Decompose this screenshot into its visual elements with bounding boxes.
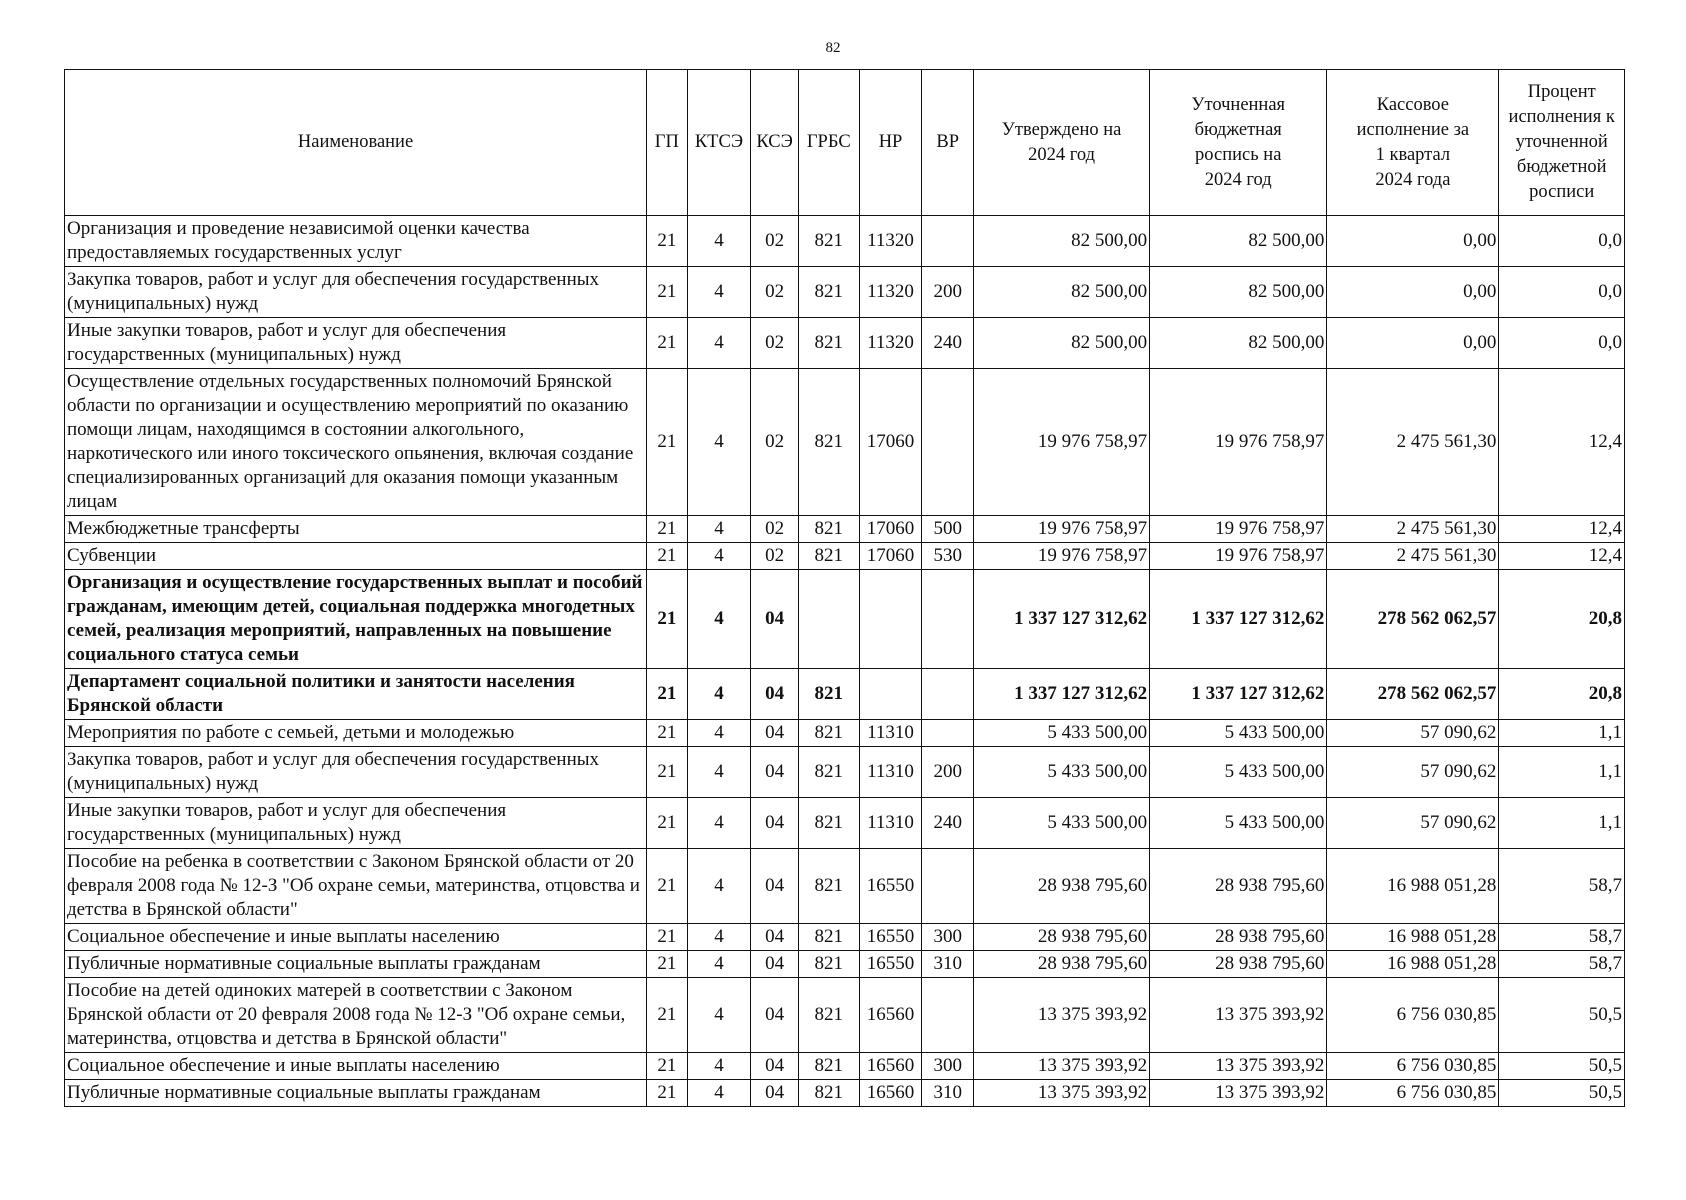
header-refined: Уточненная бюджетная роспись на 2024 год (1150, 70, 1327, 216)
cell-approved: 28 938 795,60 (974, 849, 1150, 924)
cell-grbs: 821 (798, 516, 859, 543)
cell-cash: 16 988 051,28 (1327, 924, 1499, 951)
cell-nr: 11310 (859, 798, 922, 849)
cell-vr (922, 369, 974, 516)
cell-gp: 21 (647, 924, 687, 951)
cell-cash: 278 562 062,57 (1327, 669, 1499, 720)
cell-approved: 82 500,00 (974, 318, 1150, 369)
cell-name: Публичные нормативные социальные выплаты гражданам (65, 1080, 647, 1107)
cell-vr (922, 570, 974, 669)
cell-name: Организация и проведение независимой оценки качества предоставляемых государственных услуг (65, 216, 647, 267)
cell-refined: 1 337 127 312,62 (1150, 669, 1327, 720)
cell-kse: 04 (751, 849, 799, 924)
table-row (65, 720, 1625, 747)
cell-percent: 1,1 (1499, 747, 1625, 798)
cell-nr (859, 669, 922, 720)
cell-gp: 21 (647, 951, 687, 978)
cell-name: Межбюджетные трансферты (65, 516, 647, 543)
cell-percent: 12,4 (1499, 516, 1625, 543)
cell-refined: 5 433 500,00 (1150, 720, 1327, 747)
cell-grbs: 821 (798, 543, 859, 570)
cell-name: Публичные нормативные социальные выплаты гражданам (65, 951, 647, 978)
cell-gp: 21 (647, 1053, 687, 1080)
cell-cash: 57 090,62 (1327, 747, 1499, 798)
cell-nr (859, 570, 922, 669)
cell-kse: 04 (751, 720, 799, 747)
cell-approved: 13 375 393,92 (974, 1080, 1150, 1107)
cell-refined: 19 976 758,97 (1150, 516, 1327, 543)
header-grbs: ГРБС (798, 70, 859, 216)
cell-grbs: 821 (798, 798, 859, 849)
cell-gp: 21 (647, 747, 687, 798)
header-ktse: КТСЭ (687, 70, 751, 216)
header-nr: НР (859, 70, 922, 216)
cell-refined: 13 375 393,92 (1150, 1080, 1327, 1107)
cell-cash: 0,00 (1327, 318, 1499, 369)
cell-approved: 5 433 500,00 (974, 798, 1150, 849)
cell-percent: 12,4 (1499, 369, 1625, 516)
cell-vr: 310 (922, 1080, 974, 1107)
cell-refined: 82 500,00 (1150, 216, 1327, 267)
cell-percent: 1,1 (1499, 720, 1625, 747)
cell-cash: 6 756 030,85 (1327, 1053, 1499, 1080)
table-row (65, 924, 1625, 951)
cell-gp: 21 (647, 669, 687, 720)
cell-refined: 28 938 795,60 (1150, 951, 1327, 978)
table-row (65, 669, 1625, 720)
cell-percent: 0,0 (1499, 267, 1625, 318)
table-row (65, 216, 1625, 267)
cell-gp: 21 (647, 267, 687, 318)
table-row (65, 267, 1625, 318)
cell-vr (922, 978, 974, 1053)
table-row (65, 369, 1625, 516)
cell-gp: 21 (647, 369, 687, 516)
cell-approved: 13 375 393,92 (974, 978, 1150, 1053)
cell-percent: 20,8 (1499, 570, 1625, 669)
table-row (65, 978, 1625, 1053)
cell-percent: 58,7 (1499, 849, 1625, 924)
cell-kse: 04 (751, 669, 799, 720)
cell-gp: 21 (647, 1080, 687, 1107)
cell-ktse: 4 (687, 849, 751, 924)
cell-cash: 16 988 051,28 (1327, 951, 1499, 978)
cell-vr (922, 720, 974, 747)
cell-cash: 0,00 (1327, 267, 1499, 318)
cell-approved: 82 500,00 (974, 267, 1150, 318)
cell-ktse: 4 (687, 318, 751, 369)
cell-approved: 5 433 500,00 (974, 720, 1150, 747)
cell-refined: 19 976 758,97 (1150, 369, 1327, 516)
table-row (65, 318, 1625, 369)
cell-percent: 20,8 (1499, 669, 1625, 720)
cell-nr: 17060 (859, 369, 922, 516)
cell-gp: 21 (647, 543, 687, 570)
cell-ktse: 4 (687, 1080, 751, 1107)
cell-name: Пособие на ребенка в соответствии с Законом Брянской области от 20 февраля 2008 года № 12-З "Об охране семьи, материнства, отцовства и детства в Брянской области" (65, 849, 647, 924)
cell-cash: 6 756 030,85 (1327, 1080, 1499, 1107)
cell-grbs: 821 (798, 747, 859, 798)
cell-percent: 0,0 (1499, 216, 1625, 267)
table-row (65, 951, 1625, 978)
cell-cash: 2 475 561,30 (1327, 543, 1499, 570)
cell-kse: 02 (751, 369, 799, 516)
cell-approved: 28 938 795,60 (974, 924, 1150, 951)
cell-grbs: 821 (798, 951, 859, 978)
budget-table (64, 69, 1625, 1107)
cell-kse: 04 (751, 798, 799, 849)
cell-name: Социальное обеспечение и иные выплаты населению (65, 924, 647, 951)
cell-cash: 278 562 062,57 (1327, 570, 1499, 669)
cell-grbs: 821 (798, 267, 859, 318)
cell-name: Иные закупки товаров, работ и услуг для обеспечения государственных (муниципальных) нужд (65, 318, 647, 369)
cell-vr (922, 216, 974, 267)
header-vr: ВР (922, 70, 974, 216)
cell-kse: 04 (751, 570, 799, 669)
cell-ktse: 4 (687, 924, 751, 951)
cell-cash: 16 988 051,28 (1327, 849, 1499, 924)
cell-approved: 1 337 127 312,62 (974, 570, 1150, 669)
cell-ktse: 4 (687, 216, 751, 267)
cell-percent: 58,7 (1499, 951, 1625, 978)
cell-grbs: 821 (798, 924, 859, 951)
table-row (65, 543, 1625, 570)
cell-nr: 11310 (859, 747, 922, 798)
cell-nr: 16560 (859, 1080, 922, 1107)
cell-grbs: 821 (798, 369, 859, 516)
cell-name: Пособие на детей одиноких матерей в соответствии с Законом Брянской области от 20 февраля 2008 года № 12-З "Об охране семьи, материнства, отцовства и детства в Брянской области" (65, 978, 647, 1053)
cell-grbs: 821 (798, 978, 859, 1053)
cell-vr: 500 (922, 516, 974, 543)
cell-kse: 04 (751, 951, 799, 978)
cell-grbs: 821 (798, 669, 859, 720)
cell-approved: 19 976 758,97 (974, 516, 1150, 543)
cell-vr: 240 (922, 318, 974, 369)
table-row (65, 747, 1625, 798)
cell-vr: 300 (922, 924, 974, 951)
table-row (65, 570, 1625, 669)
cell-kse: 04 (751, 747, 799, 798)
cell-approved: 5 433 500,00 (974, 747, 1150, 798)
cell-grbs (798, 570, 859, 669)
cell-gp: 21 (647, 849, 687, 924)
cell-gp: 21 (647, 798, 687, 849)
cell-name: Организация и осуществление государственных выплат и пособий гражданам, имеющим детей, социальная поддержка многодетных семей, реализация мероприятий, направленных на повышение социального статуса семьи (65, 570, 647, 669)
cell-vr (922, 849, 974, 924)
cell-gp: 21 (647, 318, 687, 369)
cell-vr: 310 (922, 951, 974, 978)
cell-ktse: 4 (687, 543, 751, 570)
cell-ktse: 4 (687, 267, 751, 318)
cell-ktse: 4 (687, 516, 751, 543)
cell-grbs: 821 (798, 1080, 859, 1107)
cell-vr: 300 (922, 1053, 974, 1080)
cell-ktse: 4 (687, 798, 751, 849)
cell-nr: 16550 (859, 849, 922, 924)
cell-gp: 21 (647, 720, 687, 747)
cell-cash: 2 475 561,30 (1327, 516, 1499, 543)
cell-kse: 02 (751, 543, 799, 570)
table-row (65, 516, 1625, 543)
cell-kse: 02 (751, 216, 799, 267)
cell-ktse: 4 (687, 951, 751, 978)
cell-percent: 1,1 (1499, 798, 1625, 849)
cell-approved: 19 976 758,97 (974, 369, 1150, 516)
cell-percent: 12,4 (1499, 543, 1625, 570)
cell-cash: 57 090,62 (1327, 798, 1499, 849)
cell-ktse: 4 (687, 669, 751, 720)
table-row (65, 1053, 1625, 1080)
cell-approved: 19 976 758,97 (974, 543, 1150, 570)
cell-nr: 11320 (859, 216, 922, 267)
cell-grbs: 821 (798, 1053, 859, 1080)
cell-ktse: 4 (687, 720, 751, 747)
cell-grbs: 821 (798, 318, 859, 369)
cell-refined: 82 500,00 (1150, 318, 1327, 369)
cell-percent: 50,5 (1499, 978, 1625, 1053)
cell-vr: 200 (922, 267, 974, 318)
cell-name: Субвенции (65, 543, 647, 570)
cell-kse: 04 (751, 1053, 799, 1080)
cell-refined: 1 337 127 312,62 (1150, 570, 1327, 669)
header-row (65, 70, 1625, 216)
cell-name: Департамент социальной политики и занятости населения Брянской области (65, 669, 647, 720)
cell-refined: 5 433 500,00 (1150, 798, 1327, 849)
cell-kse: 04 (751, 1080, 799, 1107)
cell-name: Осуществление отдельных государственных полномочий Брянской области по организации и осуществлению мероприятий по оказанию помощи лицам, находящимся в состоянии алкогольного, наркотического или иного токсического опьянения, включая создание специализированных организаций для оказания помощи указанным лицам (65, 369, 647, 516)
cell-ktse: 4 (687, 747, 751, 798)
header-cash: Кассовое исполнение за 1 квартал 2024 года (1327, 70, 1499, 216)
cell-nr: 16560 (859, 978, 922, 1053)
cell-nr: 16560 (859, 1053, 922, 1080)
cell-percent: 58,7 (1499, 924, 1625, 951)
cell-nr: 16550 (859, 951, 922, 978)
cell-approved: 1 337 127 312,62 (974, 669, 1150, 720)
cell-cash: 2 475 561,30 (1327, 369, 1499, 516)
cell-gp: 21 (647, 216, 687, 267)
cell-vr (922, 669, 974, 720)
cell-nr: 16550 (859, 924, 922, 951)
cell-grbs: 821 (798, 216, 859, 267)
cell-grbs: 821 (798, 849, 859, 924)
page-number: 82 (825, 40, 841, 56)
header-percent: Процент исполнения к уточненной бюджетной росписи (1499, 70, 1625, 216)
cell-approved: 28 938 795,60 (974, 951, 1150, 978)
cell-refined: 19 976 758,97 (1150, 543, 1327, 570)
cell-gp: 21 (647, 978, 687, 1053)
table-row (65, 798, 1625, 849)
cell-name: Мероприятия по работе с семьей, детьми и молодежью (65, 720, 647, 747)
cell-cash: 57 090,62 (1327, 720, 1499, 747)
cell-cash: 6 756 030,85 (1327, 978, 1499, 1053)
cell-nr: 11310 (859, 720, 922, 747)
cell-gp: 21 (647, 570, 687, 669)
table-body (65, 216, 1625, 1107)
cell-grbs: 821 (798, 720, 859, 747)
header-kse: КСЭ (751, 70, 799, 216)
header-name: Наименование (65, 70, 647, 216)
cell-kse: 02 (751, 516, 799, 543)
cell-approved: 82 500,00 (974, 216, 1150, 267)
cell-kse: 02 (751, 318, 799, 369)
cell-refined: 13 375 393,92 (1150, 978, 1327, 1053)
cell-percent: 50,5 (1499, 1080, 1625, 1107)
cell-vr: 530 (922, 543, 974, 570)
cell-ktse: 4 (687, 570, 751, 669)
cell-kse: 04 (751, 978, 799, 1053)
cell-name: Закупка товаров, работ и услуг для обеспечения государственных (муниципальных) нужд (65, 747, 647, 798)
cell-kse: 02 (751, 267, 799, 318)
cell-approved: 13 375 393,92 (974, 1053, 1150, 1080)
cell-vr: 200 (922, 747, 974, 798)
cell-refined: 5 433 500,00 (1150, 747, 1327, 798)
cell-refined: 13 375 393,92 (1150, 1053, 1327, 1080)
cell-percent: 50,5 (1499, 1053, 1625, 1080)
cell-gp: 21 (647, 516, 687, 543)
cell-ktse: 4 (687, 1053, 751, 1080)
cell-nr: 11320 (859, 318, 922, 369)
cell-cash: 0,00 (1327, 216, 1499, 267)
cell-name: Иные закупки товаров, работ и услуг для обеспечения государственных (муниципальных) нужд (65, 798, 647, 849)
header-approved: Утверждено на 2024 год (974, 70, 1150, 216)
cell-nr: 17060 (859, 516, 922, 543)
cell-nr: 11320 (859, 267, 922, 318)
cell-name: Социальное обеспечение и иные выплаты населению (65, 1053, 647, 1080)
cell-nr: 17060 (859, 543, 922, 570)
cell-percent: 0,0 (1499, 318, 1625, 369)
cell-ktse: 4 (687, 369, 751, 516)
cell-ktse: 4 (687, 978, 751, 1053)
header-gp: ГП (647, 70, 687, 216)
cell-name: Закупка товаров, работ и услуг для обеспечения государственных (муниципальных) нужд (65, 267, 647, 318)
cell-refined: 28 938 795,60 (1150, 849, 1327, 924)
table-row (65, 1080, 1625, 1107)
cell-refined: 28 938 795,60 (1150, 924, 1327, 951)
cell-kse: 04 (751, 924, 799, 951)
cell-refined: 82 500,00 (1150, 267, 1327, 318)
table-row (65, 849, 1625, 924)
cell-vr: 240 (922, 798, 974, 849)
